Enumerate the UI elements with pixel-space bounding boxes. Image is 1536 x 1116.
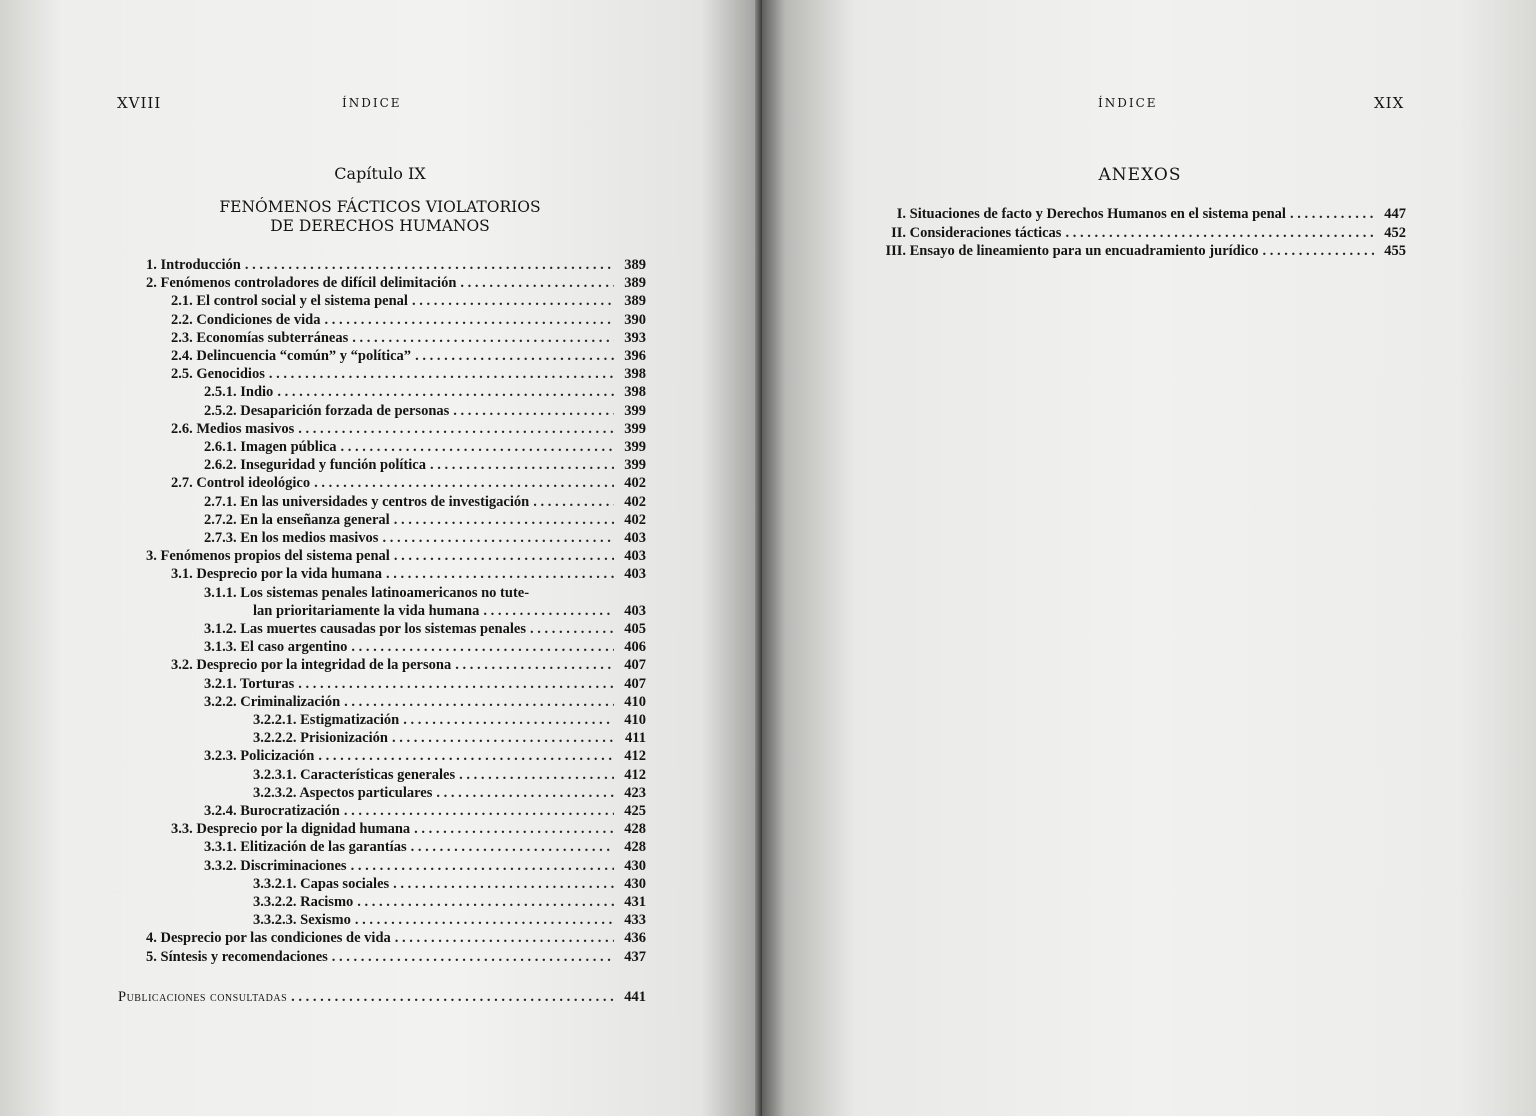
annex-entry-number: III. <box>885 243 906 259</box>
toc-entry-page: 430 <box>624 857 646 874</box>
toc-entry-page: 405 <box>624 621 646 637</box>
toc-entry-number: 3.2.2.1. <box>253 712 297 728</box>
leader-dots <box>1290 205 1374 223</box>
leader-dots <box>341 438 614 456</box>
toc-entry[interactable] <box>204 511 646 529</box>
toc-entry-number: 3. <box>146 548 157 565</box>
annex-entry-page: 452 <box>1384 224 1406 241</box>
chapter-label: Capítulo IX <box>334 164 426 183</box>
toc-entry-page: 410 <box>624 712 646 728</box>
toc-entry-label <box>253 766 455 784</box>
annex-entry-number: I. <box>896 206 906 222</box>
toc-entry[interactable] <box>204 638 646 656</box>
chapter-title-line: DE DERECHOS HUMANOS <box>270 217 490 235</box>
toc-entry[interactable] <box>253 893 646 911</box>
toc-entry-label <box>204 693 340 711</box>
leader-dots <box>344 693 614 711</box>
toc-entry-page: 398 <box>624 384 646 401</box>
toc-entry-text: Racismo <box>300 894 354 910</box>
toc-entry[interactable] <box>253 784 646 802</box>
toc-entry-label <box>146 929 391 947</box>
toc-entry-number: 3.2.3.2. <box>253 784 297 801</box>
toc-entry[interactable] <box>253 911 646 929</box>
leader-dots <box>411 838 614 856</box>
toc-entry-page: 412 <box>624 766 646 783</box>
toc-entry[interactable] <box>253 602 646 620</box>
toc-entry-number: 1. <box>146 257 157 273</box>
chapter-title-line: FENÓMENOS FÁCTICOS VIOLATORIOS <box>219 198 541 216</box>
toc-entry-label <box>204 402 449 420</box>
toc-entry[interactable] <box>204 402 646 420</box>
annex-entry-label <box>872 224 1061 242</box>
toc-entry-text: Medios masivos <box>196 420 295 437</box>
toc-entry-text: Características generales <box>300 766 456 783</box>
toc-entry-page: 389 <box>624 293 646 310</box>
toc-entry-number: 3.3.2.1. <box>253 875 297 892</box>
toc-entry-text: Desprecio por la vida humana <box>196 566 382 583</box>
toc-entry-label <box>146 948 328 966</box>
toc-entry-label <box>204 511 390 529</box>
leader-dots <box>357 893 614 911</box>
toc-entry-number: 2.6.2. <box>204 457 237 474</box>
toc-entry[interactable] <box>253 875 646 893</box>
toc-entry[interactable] <box>253 766 646 784</box>
toc-entry-text: Economías subterráneas <box>196 329 349 346</box>
toc-entry-number: 3.3. <box>171 821 193 838</box>
toc-entry-page: 389 <box>624 275 646 292</box>
toc-entry-page: 423 <box>624 784 646 801</box>
toc-entry-label <box>204 638 347 656</box>
toc-entry-text: Imagen pública <box>240 439 337 455</box>
toc-entry-number: 3.2. <box>171 657 193 674</box>
toc-entry[interactable] <box>204 620 646 638</box>
toc-entry-number: 2.1. <box>171 293 193 310</box>
toc-entry-page: 441 <box>624 989 646 1005</box>
toc-entry-page: 389 <box>624 257 646 273</box>
toc-entry-number: 2.6. <box>171 420 193 437</box>
toc-entry-text: Desaparición forzada de personas <box>240 402 450 419</box>
annex-entry-label <box>872 242 1258 260</box>
leader-dots <box>530 620 614 638</box>
toc-entry-label <box>253 784 432 802</box>
toc-entry-page: 428 <box>624 821 646 838</box>
toc-entry[interactable] <box>253 729 646 747</box>
toc-entry-page: 412 <box>624 748 646 765</box>
toc-entry-page: 393 <box>624 329 646 346</box>
leader-dots <box>533 493 614 511</box>
toc-entry-number: 2.7.1. <box>204 493 237 510</box>
toc-entry-page: 403 <box>624 548 646 565</box>
page-number: XIX <box>1374 94 1405 112</box>
leader-dots <box>395 929 614 947</box>
toc-entry[interactable] <box>171 347 646 365</box>
toc-entry-page: 430 <box>624 875 646 892</box>
toc-entry-number: 3.2.2.2. <box>253 730 297 747</box>
leader-dots <box>414 820 614 838</box>
toc-entry-number: 3.2.1. <box>204 675 237 692</box>
toc-entry-page: 399 <box>624 402 646 419</box>
toc-entry-page: 406 <box>624 639 646 656</box>
toc-entry-label <box>204 383 273 401</box>
toc-entry-number: 2.7.3. <box>204 530 237 546</box>
toc-entry-text: Criminalización <box>240 693 341 710</box>
toc-entry-text: Sexismo <box>300 912 351 929</box>
toc-entry-text: Introducción <box>160 257 241 273</box>
toc-entry-label <box>146 547 390 565</box>
toc-entry-label <box>204 493 529 511</box>
toc-entry-page: 402 <box>624 475 646 492</box>
toc-entry[interactable] <box>171 820 646 838</box>
toc-entry-text: Los sistemas penales latinoamericanos no tute- <box>240 584 530 601</box>
toc-entry-page: 407 <box>624 657 646 674</box>
leader-dots <box>430 456 614 474</box>
annex-entry-page: 455 <box>1384 243 1406 259</box>
toc-entry-text: Aspectos particulares <box>299 784 433 801</box>
toc-entry[interactable] <box>204 857 646 875</box>
toc-entry-number: 3.3.2. <box>204 857 237 874</box>
leader-dots <box>386 565 614 583</box>
annex-entry[interactable] <box>872 224 1406 242</box>
toc-entry[interactable] <box>171 565 646 583</box>
leader-dots <box>412 292 614 310</box>
toc-entry-text: Desprecio por la integridad de la persona <box>196 657 452 674</box>
toc-entry-page: 407 <box>624 675 646 692</box>
toc-entry[interactable] <box>204 383 646 401</box>
toc-entry-text: Inseguridad y función política <box>240 457 426 474</box>
section-title: ANEXOS <box>1098 165 1182 185</box>
leader-dots <box>455 656 614 674</box>
toc-entry-text: Burocratización <box>240 803 340 819</box>
leader-dots <box>332 948 614 966</box>
toc-entry-page: 399 <box>624 457 646 474</box>
toc-entry-text: El caso argentino <box>240 639 348 656</box>
toc-entry-label <box>171 365 265 383</box>
toc-entry-number: 3.1.2. <box>204 621 237 637</box>
toc-entry-text: Las muertes causadas por los sistemas penales <box>240 621 526 637</box>
toc-entry-text: Control ideológico <box>196 475 311 492</box>
toc-entry-page: 403 <box>624 530 646 546</box>
page-number: XVIII <box>117 94 162 112</box>
leader-dots <box>403 711 614 729</box>
toc-entry-page: 398 <box>624 366 646 383</box>
toc-entry-label <box>146 274 456 292</box>
toc-entry-label <box>146 256 241 274</box>
toc-entry-page: 402 <box>624 493 646 510</box>
toc-entry-label <box>204 529 378 547</box>
leader-dots <box>1262 242 1374 260</box>
toc-entry-text: Delincuencia “común” y “política” <box>196 348 412 364</box>
toc-entry-page: 390 <box>624 311 646 328</box>
toc-entry-text: Fenómenos controladores de difícil delimitación <box>160 275 457 292</box>
annex-entry[interactable] <box>872 205 1406 223</box>
toc-entry-page: 436 <box>624 930 646 947</box>
toc-entry-page: 402 <box>624 511 646 528</box>
toc-entry[interactable] <box>204 675 646 693</box>
toc-entry-text: En la enseñanza general <box>240 511 390 528</box>
toc-entry-page: 431 <box>624 894 646 910</box>
annex-entry-number: II. <box>891 224 906 241</box>
toc-entry-text: Desprecio por la dignidad humana <box>196 821 411 838</box>
toc-entry-number: 3.2.3.1. <box>253 766 297 783</box>
toc-entry-number: 2.5.2. <box>204 402 237 419</box>
toc-entry-page: 399 <box>624 420 646 437</box>
toc-entry[interactable] <box>146 274 646 292</box>
toc-entry-label <box>171 474 310 492</box>
leader-dots <box>453 402 614 420</box>
running-head: ÍNDICE <box>1098 96 1158 110</box>
toc-entry-number: 3.1.3. <box>204 639 237 656</box>
annex-entry-text: Situaciones de facto y Derechos Humanos en el sistema penal <box>909 206 1286 222</box>
toc-entry-label <box>204 802 340 820</box>
annex-entry[interactable] <box>872 242 1406 260</box>
toc-entry-page: 403 <box>624 602 646 619</box>
toc-entry-number: 3.3.2.3. <box>253 912 297 929</box>
toc-entry-number: 3.2.2. <box>204 693 237 710</box>
leader-dots <box>324 311 614 329</box>
toc-entry-label <box>253 729 388 747</box>
leader-dots <box>392 729 614 747</box>
toc-entry-number: 3.3.2.2. <box>253 894 297 910</box>
toc-entry-number: 3.1. <box>171 566 193 583</box>
toc-entry-label <box>204 584 646 602</box>
toc-entry[interactable] <box>146 547 646 565</box>
toc-entry-page: 411 <box>625 730 646 747</box>
toc-entry-number: 3.3.1. <box>204 839 237 856</box>
toc-entry-page: 433 <box>624 912 646 929</box>
toc-entry[interactable] <box>204 456 646 474</box>
toc-entry[interactable] <box>204 693 646 711</box>
leader-dots <box>436 784 614 802</box>
toc-entry[interactable] <box>146 948 646 966</box>
leader-dots <box>355 911 614 929</box>
toc-entry[interactable] <box>171 292 646 310</box>
toc-entry-number: 2.7. <box>171 475 193 492</box>
toc-entry-label <box>253 602 479 620</box>
leader-dots <box>459 766 614 784</box>
toc-entry-number: 2.5. <box>171 366 193 383</box>
toc-entry-page: 399 <box>624 439 646 455</box>
toc-entry[interactable] <box>204 438 646 456</box>
toc-entry-label <box>253 911 351 929</box>
left-page <box>0 0 762 1116</box>
toc-entry-number: 2.4. <box>171 348 193 364</box>
leader-dots <box>269 365 614 383</box>
toc-entry-label <box>204 838 407 856</box>
toc-entry-page: 425 <box>624 803 646 819</box>
toc-entry-label <box>253 875 389 893</box>
toc-entry-page: 403 <box>624 566 646 583</box>
toc-entry-text: Torturas <box>240 675 295 692</box>
toc-entry-text: Síntesis y recomendaciones <box>160 948 328 965</box>
toc-entry-number: 2.6.1. <box>204 439 237 455</box>
toc-entry-label <box>171 311 320 329</box>
toc-entry-label <box>171 565 382 583</box>
toc-entry-number: 3.2.3. <box>204 748 237 765</box>
toc-entry-label <box>171 292 408 310</box>
toc-entry[interactable] <box>171 365 646 383</box>
toc-entry-label <box>253 711 399 729</box>
toc-entry-number: 3.1.1. <box>204 584 237 601</box>
toc-entry-text: Estigmatización <box>300 712 400 728</box>
leader-dots <box>314 474 614 492</box>
leader-dots <box>351 638 614 656</box>
toc-entry-number: 4. <box>146 930 157 947</box>
toc-entry-number: 2.3. <box>171 329 193 346</box>
toc-entry-label <box>171 329 348 347</box>
toc-entry-label <box>204 675 294 693</box>
toc-entry-text: Indio <box>240 384 274 401</box>
toc-entry-text: El control social y el sistema penal <box>196 293 408 310</box>
toc-entry-page: 437 <box>624 948 646 965</box>
toc-entry-label: Publicaciones consultadas <box>118 989 288 1005</box>
toc-entry[interactable] <box>171 311 646 329</box>
toc-entry-label <box>204 438 337 456</box>
leader-dots <box>415 347 614 365</box>
leader-dots <box>318 747 614 765</box>
toc-entry-text: En los medios masivos <box>240 530 379 546</box>
toc-entry-text: lan prioritariamente la vida humana <box>253 602 480 619</box>
leader-dots <box>277 383 614 401</box>
toc-entry-label <box>171 347 411 365</box>
toc-entry[interactable] <box>253 711 646 729</box>
toc-entry-label <box>204 620 526 638</box>
toc-entry[interactable] <box>204 802 646 820</box>
toc-entry[interactable] <box>171 329 646 347</box>
toc-entry-label <box>171 820 410 838</box>
leader-dots <box>460 274 614 292</box>
annex-entry-label <box>872 205 1286 223</box>
toc-entry[interactable] <box>204 838 646 856</box>
toc-entry[interactable] <box>204 493 646 511</box>
running-head: ÍNDICE <box>342 96 402 110</box>
toc-entry-page: 428 <box>624 839 646 856</box>
toc-entry-text: Discriminaciones <box>240 857 347 874</box>
leader-dots <box>298 420 614 438</box>
toc-entry-page: 410 <box>624 693 646 710</box>
toc-entry-text: Capas sociales <box>300 875 390 892</box>
toc-entry-label <box>204 456 426 474</box>
annex-entry-page: 447 <box>1384 206 1406 222</box>
leader-dots <box>483 602 614 620</box>
toc-entry-publicaciones[interactable] <box>118 988 646 1006</box>
leader-dots <box>352 329 614 347</box>
leader-dots <box>394 511 614 529</box>
toc-entry-text: Elitización de las garantías <box>240 839 407 856</box>
toc-entry-label <box>253 893 353 911</box>
toc-entry-label <box>171 656 451 674</box>
toc-entry-text: Condiciones de vida <box>196 311 321 328</box>
toc-entry-text: Desprecio por las condiciones de vida <box>160 930 391 947</box>
leader-dots <box>1065 224 1374 242</box>
toc-entry[interactable] <box>204 584 646 602</box>
toc-entry[interactable] <box>171 474 646 492</box>
toc-entry[interactable] <box>171 420 646 438</box>
annex-entry-text: Ensayo de lineamiento para un encuadramiento jurídico <box>909 243 1259 259</box>
leader-dots <box>351 857 614 875</box>
toc-entry-number: 2.7.2. <box>204 511 237 528</box>
toc-entry[interactable] <box>204 747 646 765</box>
toc-entry-label <box>204 857 347 875</box>
toc-entry-number: 2.2. <box>171 311 193 328</box>
leader-dots <box>245 256 614 274</box>
toc-entry-text: En las universidades y centros de investigación <box>240 493 530 510</box>
toc-entry-label <box>204 747 314 765</box>
leader-dots <box>382 529 614 547</box>
toc-entry-number: 3.2.4. <box>204 803 237 819</box>
leader-dots <box>394 547 614 565</box>
toc-entry[interactable] <box>146 929 646 947</box>
toc-entry-label <box>171 420 294 438</box>
toc-entry-number: 2. <box>146 275 157 292</box>
toc-entry-number: 2.5.1. <box>204 384 237 401</box>
toc-entry-text: Genocidios <box>196 366 265 383</box>
toc-entry-number: 5. <box>146 948 157 965</box>
toc-entry[interactable] <box>171 656 646 674</box>
toc-entry-page: 396 <box>624 348 646 364</box>
leader-dots <box>291 988 614 1006</box>
toc-entry-text: Fenómenos propios del sistema penal <box>160 548 390 565</box>
annex-entry-text: Consideraciones tácticas <box>909 224 1062 241</box>
leader-dots <box>298 675 614 693</box>
leader-dots <box>393 875 614 893</box>
leader-dots <box>344 802 614 820</box>
chapter-title <box>150 198 610 236</box>
toc-entry-text: Prisionización <box>300 730 388 747</box>
toc-entry[interactable] <box>146 256 646 274</box>
toc-entry[interactable] <box>204 529 646 547</box>
toc-entry-text: Policización <box>240 748 315 765</box>
